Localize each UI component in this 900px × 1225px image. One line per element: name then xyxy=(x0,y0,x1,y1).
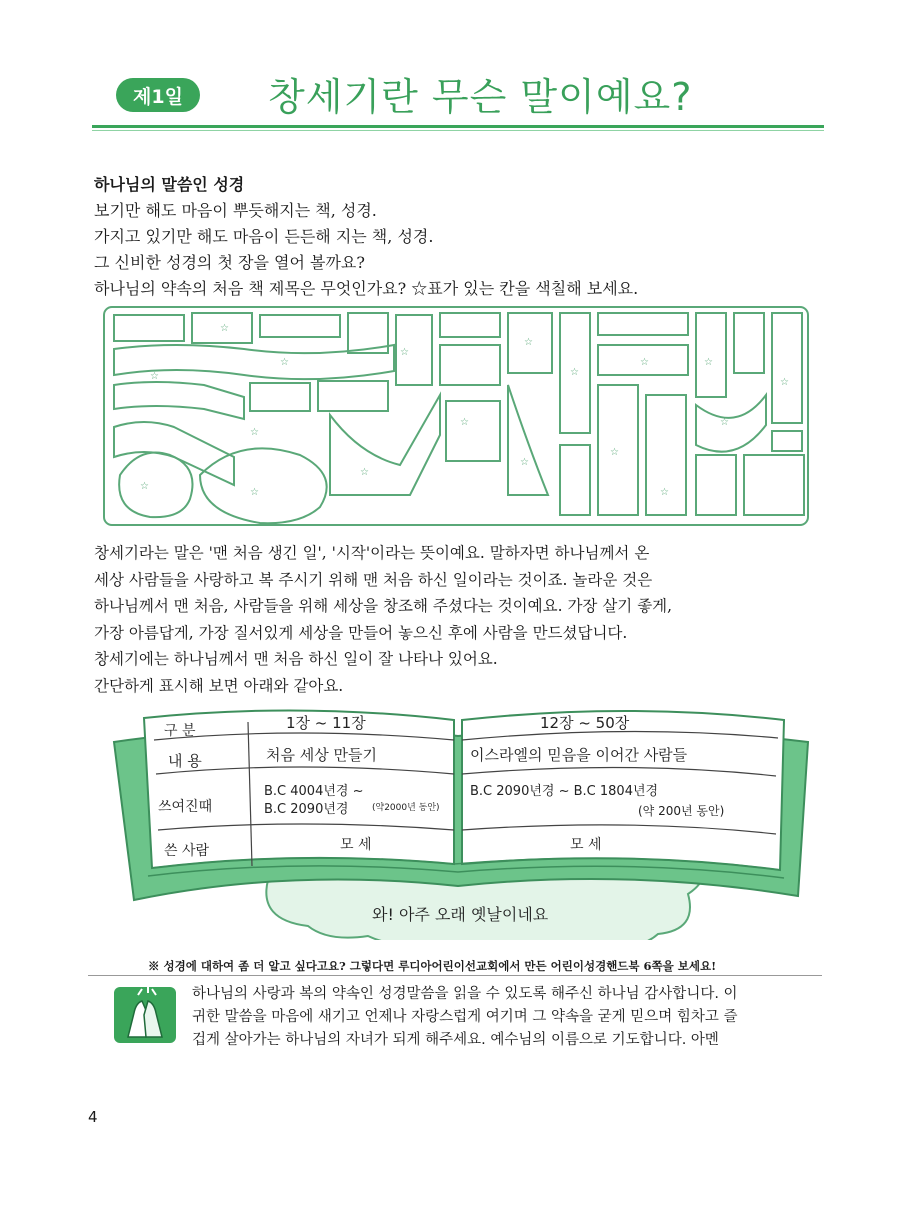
title-divider xyxy=(92,125,824,128)
table-cell: 이스라엘의 믿음을 이어간 사람들 xyxy=(470,746,688,764)
body-line: 창세기라는 말은 '맨 처음 생긴 일', '시작'이라는 뜻이예요. 말하자면 하나님께서 온 xyxy=(94,544,650,562)
body-line: 간단하게 표시해 보면 아래와 같아요. xyxy=(94,676,344,695)
svg-text:☆: ☆ xyxy=(220,323,229,334)
table-cell: 모 세 xyxy=(340,837,372,853)
intro-heading: 하나님의 말씀인 성경 xyxy=(94,175,245,194)
svg-text:☆: ☆ xyxy=(280,357,289,368)
intro-section xyxy=(94,172,814,302)
body-line: 하나님께서 맨 처음, 사람들을 위해 세상을 창조해 주셨다는 것이예요. 가장 살기 좋게, xyxy=(94,597,673,615)
body-line: 가장 아름답게, 가장 질서있게 세상을 만들어 놓으신 후에 사람을 만드셨답니다. xyxy=(94,623,628,642)
svg-text:☆: ☆ xyxy=(150,371,159,382)
prayer-text xyxy=(192,983,822,1052)
table-row-label: 쓴 사람 xyxy=(164,843,210,859)
intro-line: 보기만 해도 마음이 뿌듯해지는 책, 성경. xyxy=(94,201,377,220)
prayer-line: 겁게 살아가는 하나님의 자녀가 되게 해주세요. 예수님의 이름으로 기도합니다. 아멘 xyxy=(192,1032,719,1048)
svg-text:☆: ☆ xyxy=(360,467,369,478)
svg-text:☆: ☆ xyxy=(250,487,259,498)
svg-text:☆: ☆ xyxy=(570,367,579,378)
footnote: ※ 성경에 대하여 좀 더 알고 싶다고요? 그렇다면 루디아어린이선교회에서 만든 어린이성경핸드북 6쪽을 보세요! xyxy=(148,959,717,973)
table-col1-header: 1장 ~ 11장 xyxy=(286,714,366,732)
table-row-label: 쓰여진때 xyxy=(158,799,213,815)
svg-text:☆: ☆ xyxy=(400,347,409,358)
svg-text:☆: ☆ xyxy=(610,447,619,458)
coloring-puzzle[interactable] xyxy=(100,305,812,527)
svg-text:☆: ☆ xyxy=(250,427,259,438)
body-text xyxy=(94,540,822,699)
footnote-divider xyxy=(88,975,822,976)
day-badge: 제1일 xyxy=(116,78,200,112)
table-cell-note: (약2000년 동안) xyxy=(372,803,440,813)
prayer-line: 귀한 말씀을 마음에 새기고 언제나 자랑스럽게 여기며 그 약속을 굳게 믿으며 힘차고 즐 xyxy=(192,1009,738,1025)
svg-text:☆: ☆ xyxy=(524,337,533,348)
prayer-line: 하나님의 사랑과 복의 약속인 성경말씀을 읽을 수 있도록 해주신 하나님 감사합니다. 이 xyxy=(192,986,738,1002)
svg-text:☆: ☆ xyxy=(520,457,529,468)
table-cell: B.C 4004년경 ~ xyxy=(264,784,364,799)
table-col2-header: 12장 ~ 50장 xyxy=(540,714,630,732)
svg-text:☆: ☆ xyxy=(720,417,729,428)
table-cell: (약 200년 동안) xyxy=(638,804,725,818)
svg-text:☆: ☆ xyxy=(704,357,713,368)
title-divider-thin xyxy=(92,130,824,131)
table-cell: B.C 2090년경 ~ B.C 1804년경 xyxy=(470,784,659,799)
intro-line: 가지고 있기만 해도 마음이 든든해 지는 책, 성경. xyxy=(94,227,434,246)
svg-text:☆: ☆ xyxy=(640,357,649,368)
table-header-label: 구 분 xyxy=(164,723,196,739)
table-cell: 처음 세상 만들기 xyxy=(266,746,377,764)
table-row-label: 내 용 xyxy=(168,752,202,770)
cloud-caption: 와! 아주 오래 옛날이네요 xyxy=(372,905,549,924)
svg-text:☆: ☆ xyxy=(780,377,789,388)
intro-line: 그 신비한 성경의 첫 장을 열어 볼까요? xyxy=(94,253,365,272)
intro-line: 하나님의 약속의 처음 책 제목은 무엇인가요? ☆표가 있는 칸을 색칠해 보세요. xyxy=(94,279,639,298)
table-cell: 모 세 xyxy=(570,837,602,853)
svg-text:☆: ☆ xyxy=(460,417,469,428)
praying-hands-icon xyxy=(112,985,178,1045)
svg-text:☆: ☆ xyxy=(140,481,149,492)
body-line: 세상 사람들을 사랑하고 복 주시기 위해 맨 처음 하신 일이라는 것이죠. 놀라운 것은 xyxy=(94,570,653,589)
open-book-table xyxy=(108,700,822,940)
table-cell: B.C 2090년경 xyxy=(264,802,349,817)
page-title: 창세기란 무슨 말이예요? xyxy=(268,75,693,119)
svg-text:☆: ☆ xyxy=(660,487,669,498)
body-line: 창세기에는 하나님께서 맨 처음 하신 일이 잘 나타나 있어요. xyxy=(94,650,498,668)
page-number: 4 xyxy=(88,1108,98,1126)
